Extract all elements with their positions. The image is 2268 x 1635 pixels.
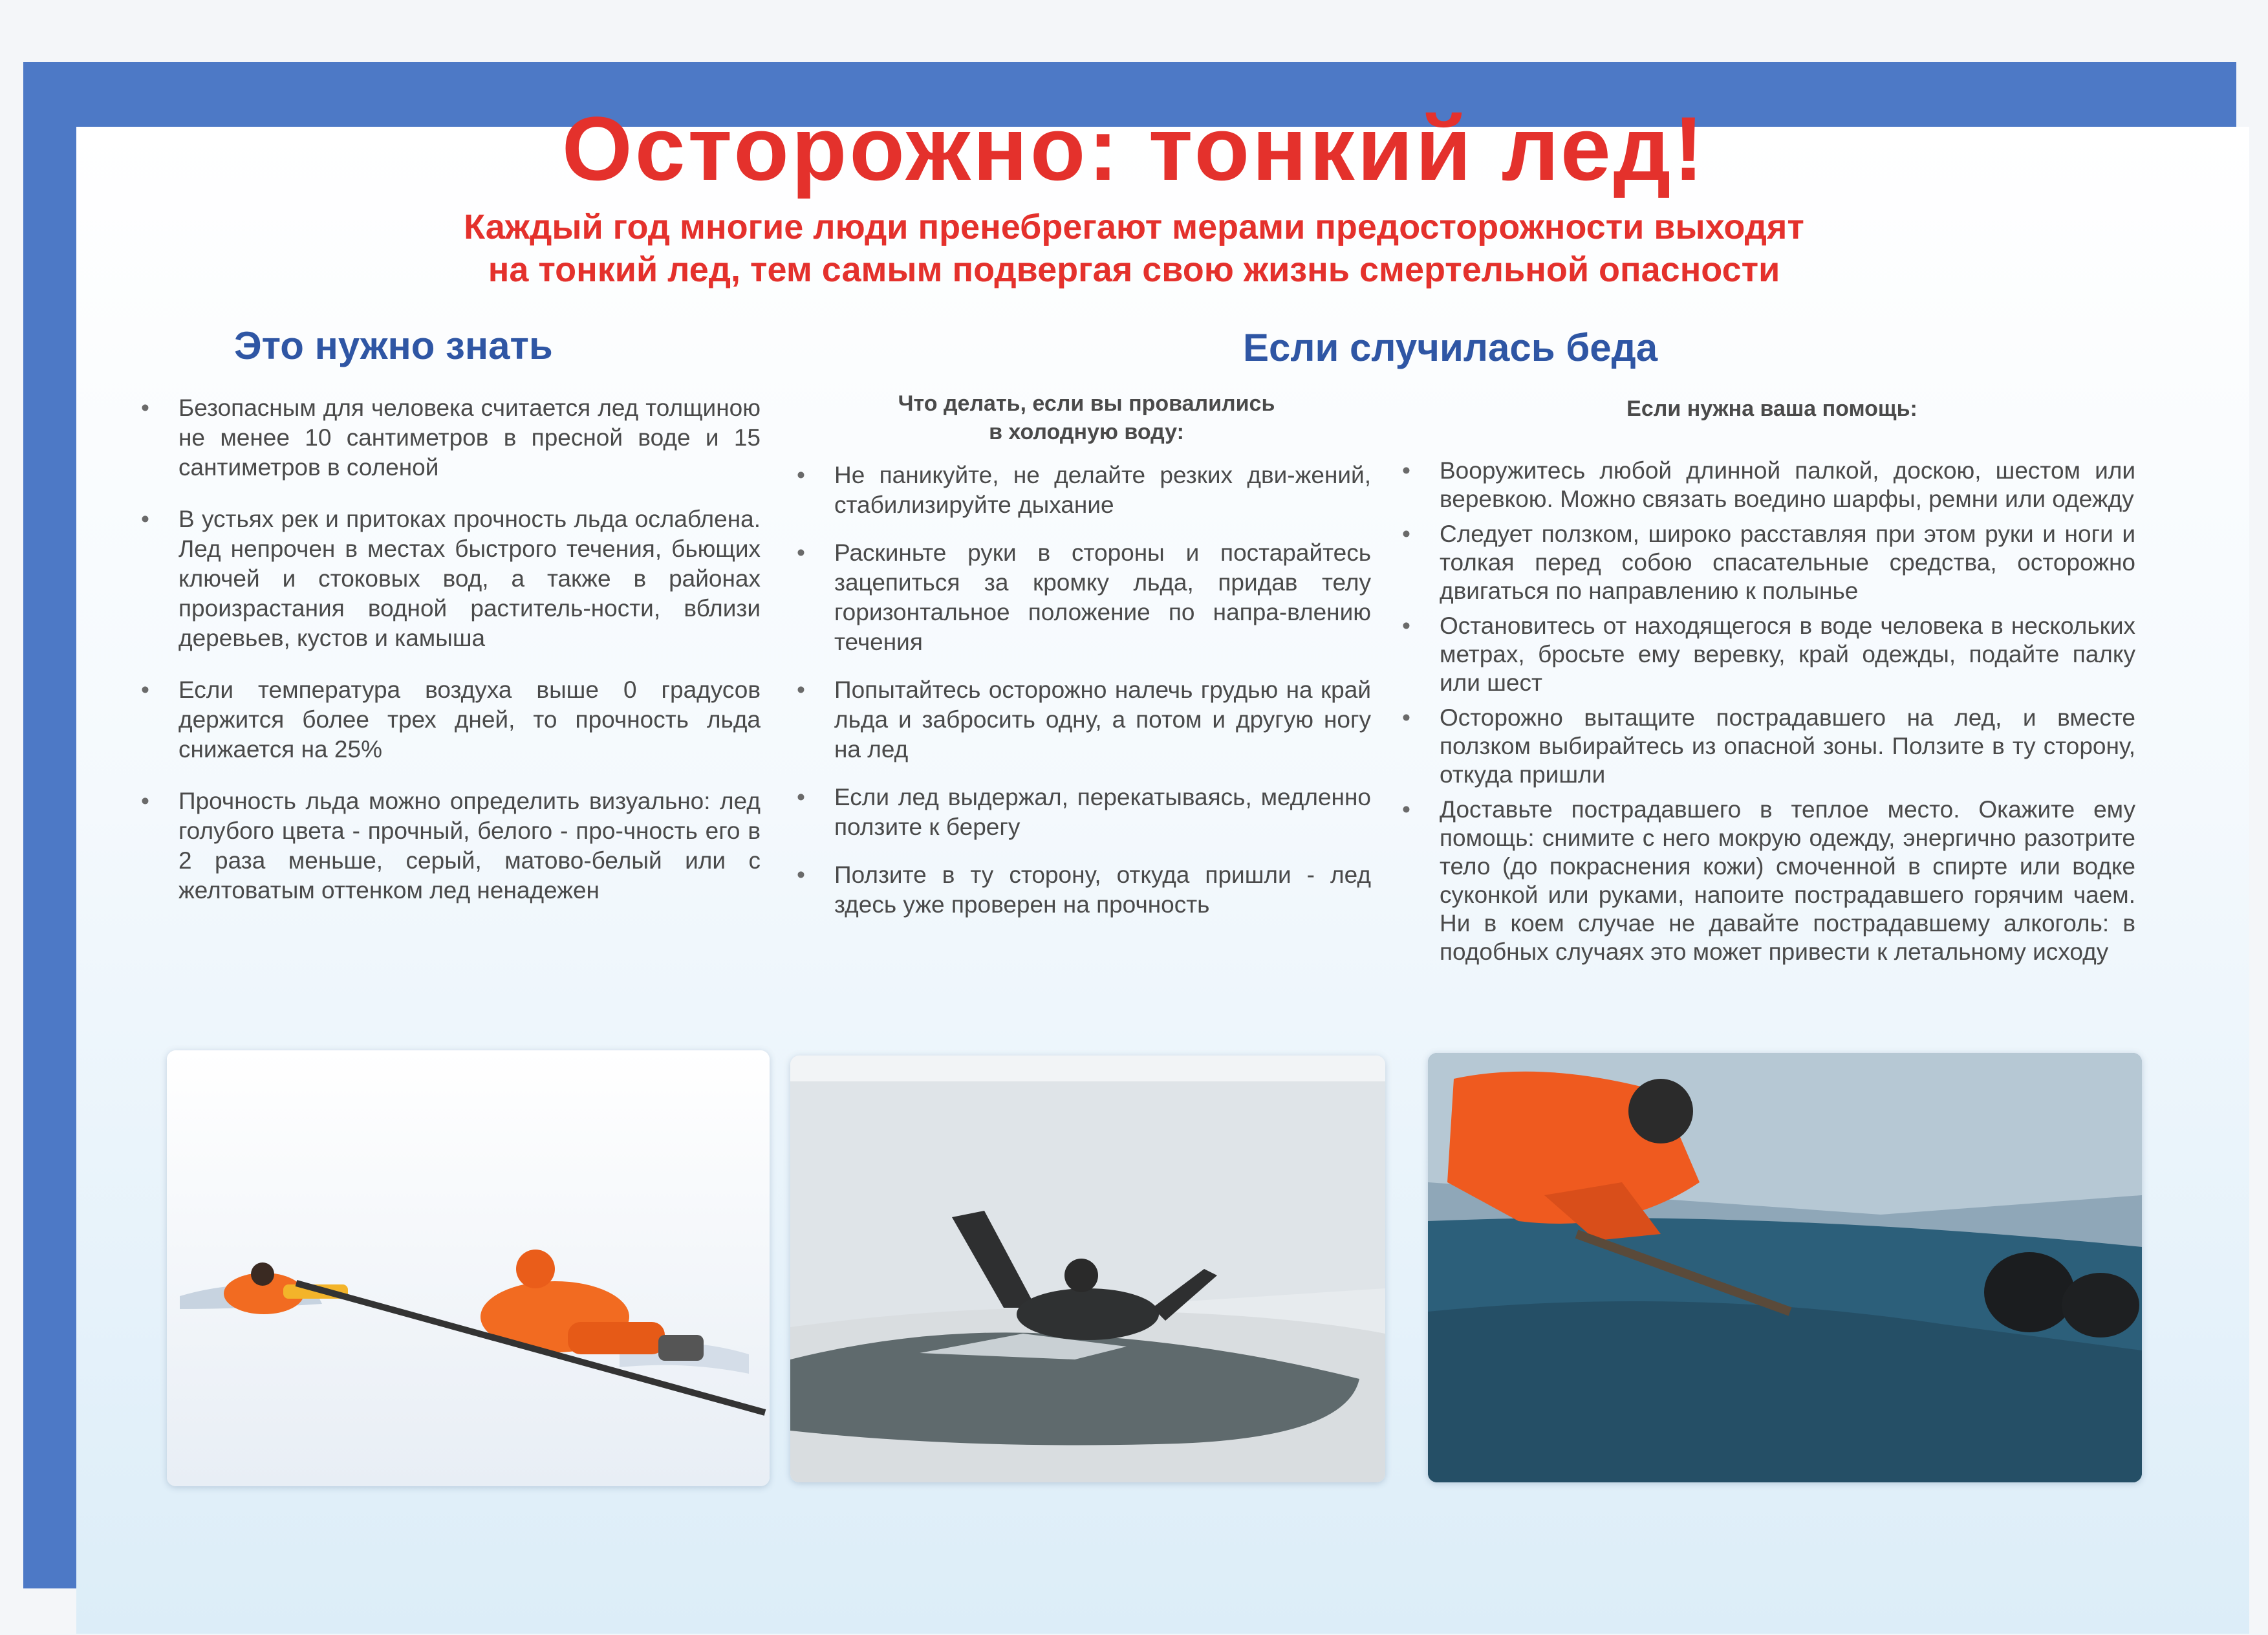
fell-in-list bbox=[797, 460, 1371, 920]
subtitle-line-1: Каждый год многие люди пренебрегают мерами предосторожности выходят bbox=[464, 208, 1804, 246]
photo-rescuer-water-image bbox=[1428, 1053, 2142, 1482]
subtitle-line-2: на тонкий лед, тем самым подвергая свою жизнь смертельной опасности bbox=[488, 250, 1780, 289]
fell-in-heading-line-1: Что делать, если вы провалились bbox=[898, 391, 1275, 416]
photo-rescue-pole bbox=[167, 1050, 770, 1486]
fell-in-item-1: • Не паникуйте, не делайте резких дви-жений, стабилизируйте дыхание bbox=[797, 460, 1371, 520]
help-item-4: • Осторожно вытащите пострадавшего на лед, и вместе ползком выбирайтесь из опасной зоны. Ползите в ту сторону, откуда пришли bbox=[1402, 704, 2135, 789]
section-heading-trouble: Если случилась беда bbox=[1243, 326, 1658, 369]
know-list bbox=[141, 393, 761, 905]
photo-fallen-through bbox=[790, 1056, 1385, 1482]
fell-in-heading bbox=[802, 389, 1371, 446]
poster-title: Осторожно: тонкий лед! bbox=[561, 98, 1707, 199]
know-item-2: • В устьях рек и притоках прочность льда ослаблена. Лед непрочен в местах быстрого течения, бьющих ключей и стоковых вод, а также в районах произрастания водной раститель-ности, вблизи деревьев, кустов и камыша bbox=[141, 504, 761, 653]
fell-in-item-3: • Попытайтесь осторожно налечь грудью на край льда и забросить одну, а потом и другую ногу на лед bbox=[797, 675, 1371, 764]
help-list bbox=[1402, 457, 2135, 966]
help-item-2: • Следует ползком, широко расставляя при этом руки и ноги и толкая перед собою спасательные средства, осторожно двигаться по направлению к полынье bbox=[1402, 520, 2135, 605]
fell-in-item-2: • Раскиньте руки в стороны и постарайтесь зацепиться за кромку льда, придав телу горизонтальное положение по напра-влению течения bbox=[797, 538, 1371, 657]
photo-fallen-through-image bbox=[790, 1056, 1385, 1482]
fell-in-item-5: • Ползите в ту сторону, откуда пришли - лед здесь уже проверен на прочность bbox=[797, 860, 1371, 920]
help-item-1: • Вооружитесь любой длинной палкой, доскою, шестом или веревкою. Можно связать воедино шарфы, ремни или одежду bbox=[1402, 457, 2135, 514]
know-item-1: • Безопасным для человека считается лед толщиною не менее 10 сантиметров в пресной воде и 15 сантиметров в соленой bbox=[141, 393, 761, 482]
help-heading: Если нужна ваша помощь: bbox=[1626, 396, 1917, 421]
know-item-4: • Прочность льда можно определить визуально: лед голубого цвета - прочный, белого - про-чность его в 2 раза меньше, серый, матово-белый или с желтоватым оттенком лед ненадежен bbox=[141, 786, 761, 905]
know-item-3: • Если температура воздуха выше 0 градусов держится более трех дней, то прочность льда снижается на 25% bbox=[141, 675, 761, 764]
photo-rescue-pole-image bbox=[167, 1050, 770, 1486]
photo-rescuer-water bbox=[1428, 1053, 2142, 1482]
help-item-3: • Остановитесь от находящегося в воде человека в нескольких метрах, бросьте ему веревку, край одежды, подайте палку или шест bbox=[1402, 612, 2135, 697]
section-heading-know: Это нужно знать bbox=[234, 324, 553, 367]
poster-subtitle bbox=[0, 206, 2268, 291]
fell-in-item-4: • Если лед выдержал, перекатываясь, медленно ползите к берегу bbox=[797, 783, 1371, 842]
help-item-5: • Доставьте пострадавшего в теплое место. Окажите ему помощь: снимите с него мокрую одежду, энергично разотрите тело (до покраснения кожи) смоченной в спирте или водке суконкой или руками, напоите пострадавшего горячим чаем. Ни в коем случае не давайте пострадавшему алкоголь: в подобных случаях это может привести к летальному исходу bbox=[1402, 796, 2135, 966]
fell-in-heading-line-2: в холодную воду: bbox=[989, 420, 1184, 444]
